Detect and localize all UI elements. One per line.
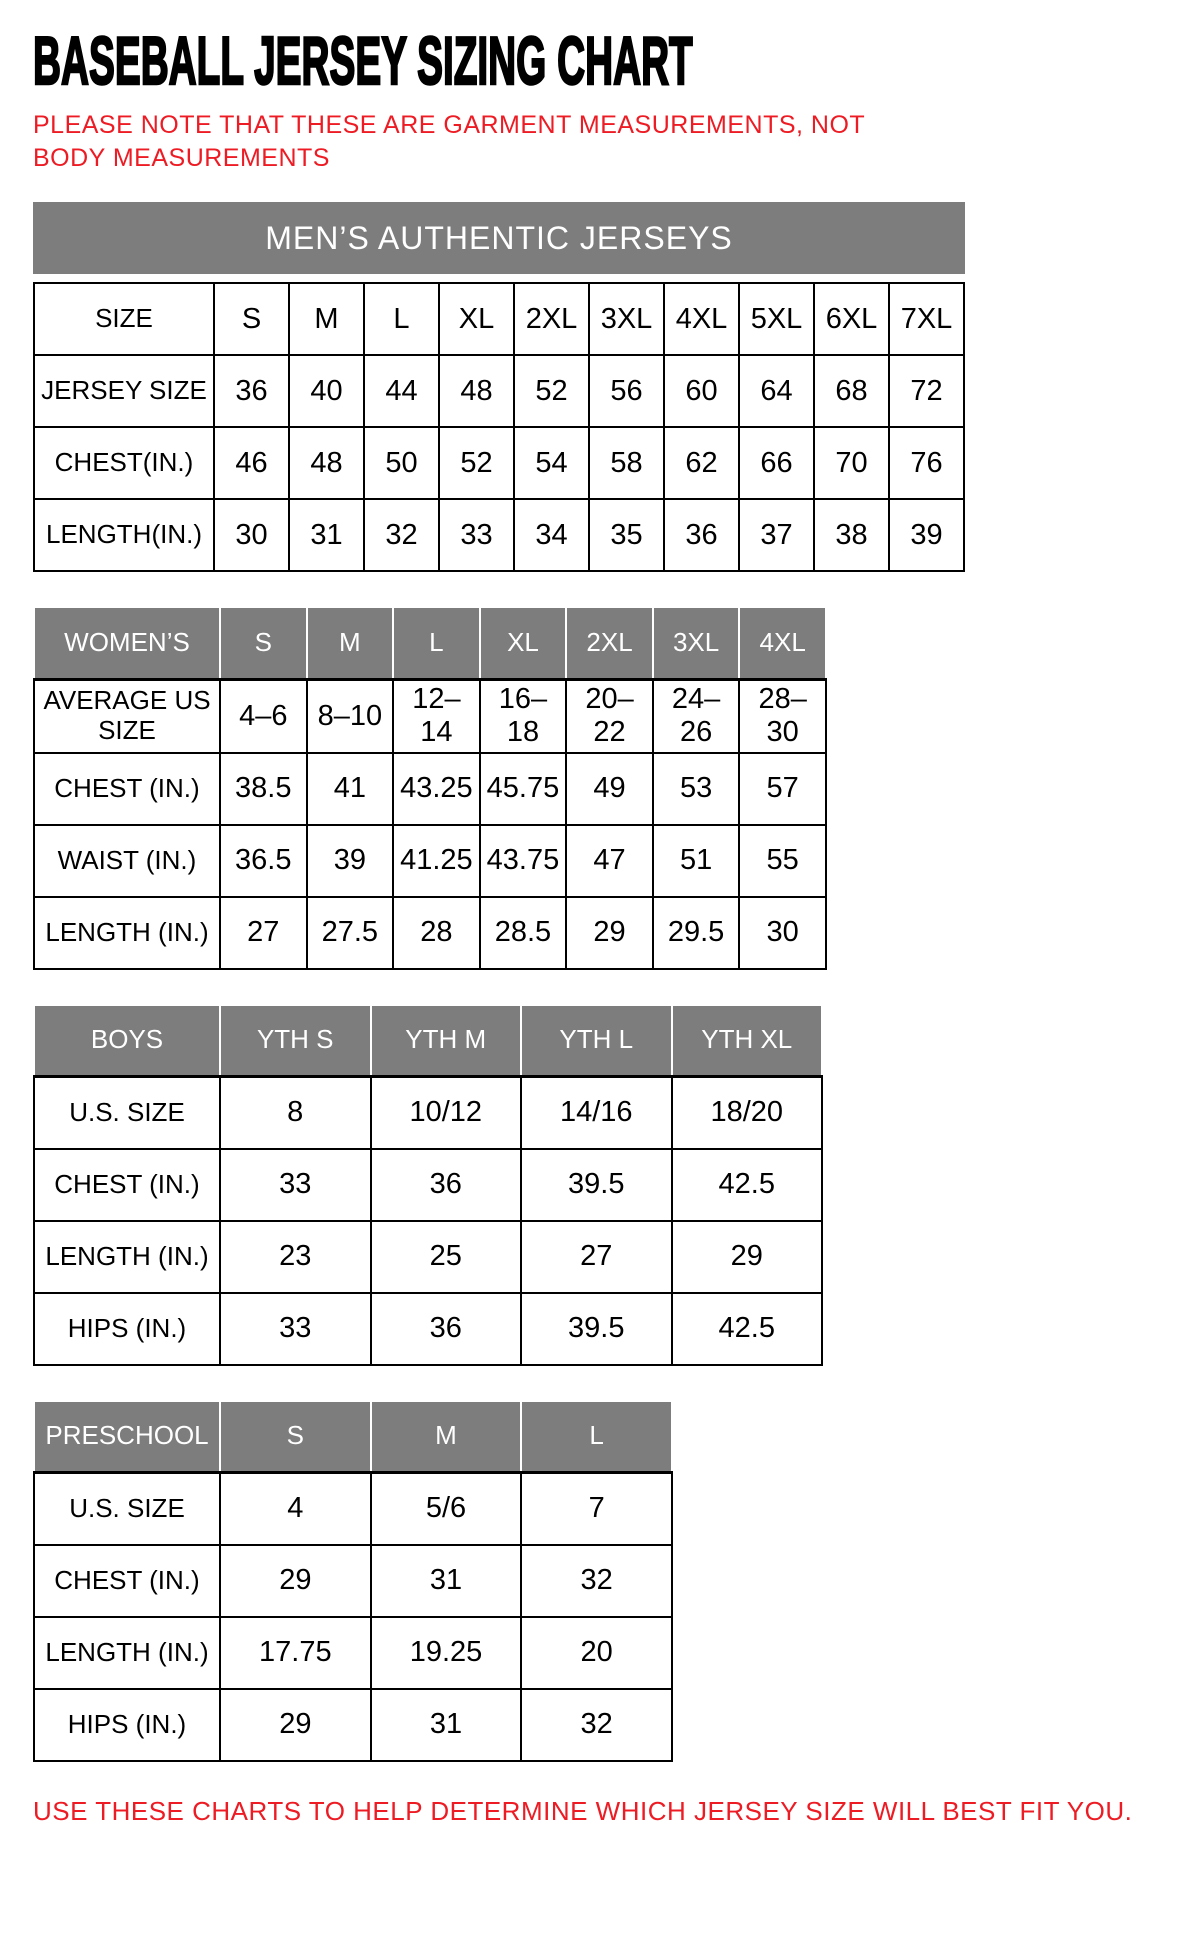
value-cell: 44 bbox=[364, 355, 439, 427]
value-cell: 20–22 bbox=[566, 679, 653, 752]
value-cell: XL bbox=[439, 283, 514, 355]
value-cell: 36 bbox=[371, 1293, 522, 1365]
table-row bbox=[34, 1617, 672, 1689]
preschool-header-row bbox=[34, 1401, 672, 1473]
header-size-cell: YTH M bbox=[371, 1005, 522, 1077]
value-cell: 70 bbox=[814, 427, 889, 499]
womens-header-row bbox=[34, 607, 826, 679]
value-cell: 64 bbox=[739, 355, 814, 427]
header-size-cell: M bbox=[307, 607, 394, 679]
value-cell: 6XL bbox=[814, 283, 889, 355]
header-size-cell: XL bbox=[480, 607, 567, 679]
value-cell: 43.75 bbox=[480, 825, 567, 897]
value-cell: 16–18 bbox=[480, 679, 567, 752]
value-cell: 24–26 bbox=[653, 679, 740, 752]
value-cell: 5XL bbox=[739, 283, 814, 355]
value-cell: 35 bbox=[589, 499, 664, 571]
value-cell: 27 bbox=[220, 897, 307, 969]
value-cell: 37 bbox=[739, 499, 814, 571]
value-cell: L bbox=[364, 283, 439, 355]
value-cell: 31 bbox=[371, 1545, 522, 1617]
header-label-cell: BOYS bbox=[34, 1005, 220, 1077]
value-cell: 28–30 bbox=[739, 679, 826, 752]
table-row bbox=[34, 283, 964, 355]
value-cell: 47 bbox=[566, 825, 653, 897]
value-cell: 39.5 bbox=[521, 1293, 672, 1365]
value-cell: 52 bbox=[439, 427, 514, 499]
table-row bbox=[34, 1077, 822, 1149]
value-cell: 18/20 bbox=[672, 1077, 823, 1149]
value-cell: 32 bbox=[521, 1689, 672, 1761]
table-row bbox=[34, 355, 964, 427]
row-label-cell: CHEST(IN.) bbox=[34, 427, 214, 499]
value-cell: M bbox=[289, 283, 364, 355]
value-cell: 4–6 bbox=[220, 679, 307, 752]
row-label-cell: AVERAGE US SIZE bbox=[34, 679, 220, 752]
value-cell: 48 bbox=[439, 355, 514, 427]
value-cell: 36 bbox=[214, 355, 289, 427]
row-label-cell: LENGTH (IN.) bbox=[34, 897, 220, 969]
value-cell: 31 bbox=[371, 1689, 522, 1761]
value-cell: 57 bbox=[739, 753, 826, 825]
value-cell: 50 bbox=[364, 427, 439, 499]
table-row bbox=[34, 1545, 672, 1617]
boys-sizing-table bbox=[33, 1004, 823, 1366]
row-label-cell: CHEST (IN.) bbox=[34, 1149, 220, 1221]
value-cell: 33 bbox=[220, 1149, 371, 1221]
row-label-cell: U.S. SIZE bbox=[34, 1077, 220, 1149]
value-cell: 36.5 bbox=[220, 825, 307, 897]
value-cell: 33 bbox=[220, 1293, 371, 1365]
table-row bbox=[34, 1221, 822, 1293]
row-label-cell: U.S. SIZE bbox=[34, 1473, 220, 1545]
womens-table-section bbox=[33, 606, 1167, 969]
header-size-cell: L bbox=[521, 1401, 672, 1473]
row-label-cell: SIZE bbox=[34, 283, 214, 355]
header-size-cell: L bbox=[393, 607, 480, 679]
boys-table-section bbox=[33, 1004, 1167, 1366]
row-label-cell: LENGTH (IN.) bbox=[34, 1221, 220, 1293]
value-cell: 29 bbox=[672, 1221, 823, 1293]
value-cell: 23 bbox=[220, 1221, 371, 1293]
row-label-cell: HIPS (IN.) bbox=[34, 1293, 220, 1365]
row-label-cell: LENGTH (IN.) bbox=[34, 1617, 220, 1689]
row-label-cell: LENGTH(IN.) bbox=[34, 499, 214, 571]
value-cell: 62 bbox=[664, 427, 739, 499]
header-size-cell: S bbox=[220, 1401, 371, 1473]
row-label-cell: CHEST (IN.) bbox=[34, 753, 220, 825]
value-cell: 51 bbox=[653, 825, 740, 897]
value-cell: 32 bbox=[364, 499, 439, 571]
value-cell: 5/6 bbox=[371, 1473, 522, 1545]
value-cell: 42.5 bbox=[672, 1149, 823, 1221]
value-cell: 43.25 bbox=[393, 753, 480, 825]
table-row bbox=[34, 679, 826, 752]
table-row bbox=[34, 1689, 672, 1761]
value-cell: 12–14 bbox=[393, 679, 480, 752]
header-size-cell: 4XL bbox=[739, 607, 826, 679]
value-cell: 20 bbox=[521, 1617, 672, 1689]
value-cell: 39 bbox=[889, 499, 964, 571]
table-row bbox=[34, 897, 826, 969]
value-cell: 8–10 bbox=[307, 679, 394, 752]
womens-sizing-table bbox=[33, 606, 827, 969]
value-cell: 38 bbox=[814, 499, 889, 571]
value-cell: 48 bbox=[289, 427, 364, 499]
value-cell: 19.25 bbox=[371, 1617, 522, 1689]
value-cell: 2XL bbox=[514, 283, 589, 355]
value-cell: 36 bbox=[664, 499, 739, 571]
header-label-cell: PRESCHOOL bbox=[34, 1401, 220, 1473]
header-label-cell: WOMEN’S bbox=[34, 607, 220, 679]
value-cell: 10/12 bbox=[371, 1077, 522, 1149]
value-cell: 4 bbox=[220, 1473, 371, 1545]
preschool-table-section bbox=[33, 1400, 1167, 1762]
value-cell: 30 bbox=[739, 897, 826, 969]
value-cell: 36 bbox=[371, 1149, 522, 1221]
header-size-cell: 2XL bbox=[566, 607, 653, 679]
value-cell: 31 bbox=[289, 499, 364, 571]
row-label-cell: HIPS (IN.) bbox=[34, 1689, 220, 1761]
boys-header-row bbox=[34, 1005, 822, 1077]
value-cell: 66 bbox=[739, 427, 814, 499]
page-title: BASEBALL JERSEY SIZING CHART bbox=[33, 23, 693, 99]
value-cell: 54 bbox=[514, 427, 589, 499]
value-cell: 29 bbox=[566, 897, 653, 969]
garment-measurement-note: PLEASE NOTE THAT THESE ARE GARMENT MEASUREMENTS, NOT BODY MEASUREMENTS bbox=[33, 111, 865, 172]
value-cell: 53 bbox=[653, 753, 740, 825]
value-cell: 34 bbox=[514, 499, 589, 571]
value-cell: 72 bbox=[889, 355, 964, 427]
value-cell: 76 bbox=[889, 427, 964, 499]
value-cell: 30 bbox=[214, 499, 289, 571]
table-row bbox=[34, 825, 826, 897]
table-row bbox=[34, 427, 964, 499]
value-cell: 14/16 bbox=[521, 1077, 672, 1149]
table-row bbox=[34, 499, 964, 571]
value-cell: 60 bbox=[664, 355, 739, 427]
row-label-cell: JERSEY SIZE bbox=[34, 355, 214, 427]
value-cell: 42.5 bbox=[672, 1293, 823, 1365]
preschool-sizing-table bbox=[33, 1400, 673, 1762]
row-label-cell: CHEST (IN.) bbox=[34, 1545, 220, 1617]
header-size-cell: 3XL bbox=[653, 607, 740, 679]
value-cell: 7XL bbox=[889, 283, 964, 355]
value-cell: 29 bbox=[220, 1689, 371, 1761]
value-cell: 29.5 bbox=[653, 897, 740, 969]
value-cell: 41.25 bbox=[393, 825, 480, 897]
row-label-cell: WAIST (IN.) bbox=[34, 825, 220, 897]
value-cell: S bbox=[214, 283, 289, 355]
table-row bbox=[34, 753, 826, 825]
value-cell: 49 bbox=[566, 753, 653, 825]
value-cell: 25 bbox=[371, 1221, 522, 1293]
value-cell: 3XL bbox=[589, 283, 664, 355]
value-cell: 33 bbox=[439, 499, 514, 571]
value-cell: 8 bbox=[220, 1077, 371, 1149]
value-cell: 27 bbox=[521, 1221, 672, 1293]
value-cell: 28.5 bbox=[480, 897, 567, 969]
value-cell: 45.75 bbox=[480, 753, 567, 825]
value-cell: 7 bbox=[521, 1473, 672, 1545]
value-cell: 17.75 bbox=[220, 1617, 371, 1689]
value-cell: 29 bbox=[220, 1545, 371, 1617]
table-row bbox=[34, 1473, 672, 1545]
value-cell: 41 bbox=[307, 753, 394, 825]
table-row bbox=[34, 1293, 822, 1365]
header-size-cell: YTH L bbox=[521, 1005, 672, 1077]
footer-note: USE THESE CHARTS TO HELP DETERMINE WHICH JERSEY SIZE WILL BEST FIT YOU. bbox=[33, 1795, 1133, 1826]
value-cell: 40 bbox=[289, 355, 364, 427]
value-cell: 55 bbox=[739, 825, 826, 897]
value-cell: 46 bbox=[214, 427, 289, 499]
mens-sizing-table bbox=[33, 282, 965, 572]
mens-table-banner: MEN’S AUTHENTIC JERSEYS bbox=[33, 202, 965, 274]
value-cell: 58 bbox=[589, 427, 664, 499]
value-cell: 28 bbox=[393, 897, 480, 969]
header-size-cell: S bbox=[220, 607, 307, 679]
header-size-cell: YTH S bbox=[220, 1005, 371, 1077]
mens-table-section bbox=[33, 202, 1167, 572]
table-row bbox=[34, 1149, 822, 1221]
value-cell: 39 bbox=[307, 825, 394, 897]
value-cell: 52 bbox=[514, 355, 589, 427]
value-cell: 27.5 bbox=[307, 897, 394, 969]
value-cell: 68 bbox=[814, 355, 889, 427]
header-size-cell: YTH XL bbox=[672, 1005, 823, 1077]
header-size-cell: M bbox=[371, 1401, 522, 1473]
value-cell: 39.5 bbox=[521, 1149, 672, 1221]
value-cell: 32 bbox=[521, 1545, 672, 1617]
value-cell: 38.5 bbox=[220, 753, 307, 825]
value-cell: 56 bbox=[589, 355, 664, 427]
value-cell: 4XL bbox=[664, 283, 739, 355]
